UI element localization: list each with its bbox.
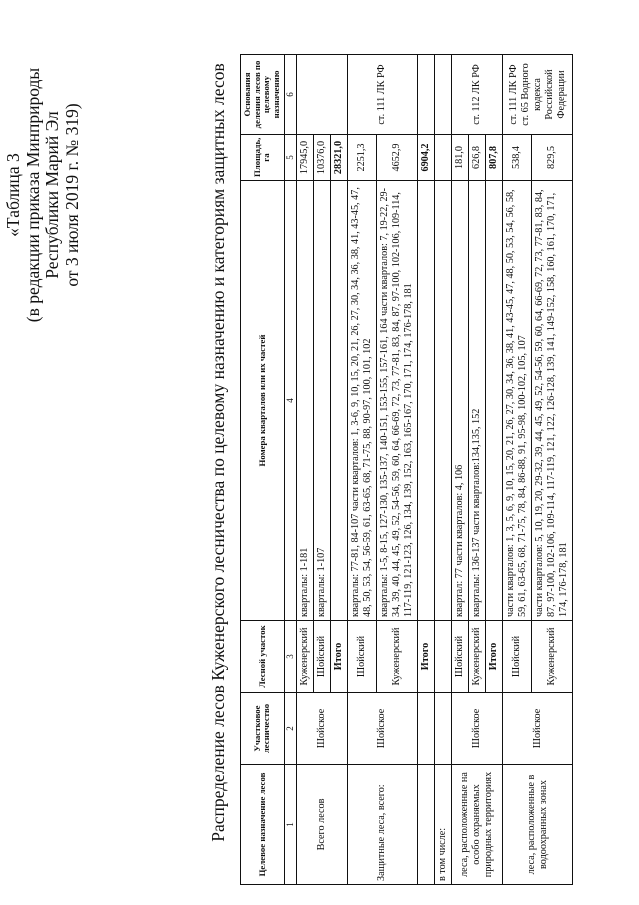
empty-cell [434,621,451,693]
table-row [452,55,469,885]
empty-cell [417,181,434,621]
col-number: 5 [284,135,296,181]
page-title: Распределение лесов Куженерского лесничества по целевому назначению и категориям защитных лесов [208,63,228,842]
quarters-cell: квартал: 77 части кварталов: 4, 106 [452,181,469,621]
purpose-cell: Защитные леса, всего: [347,765,417,885]
site-cell: Куженерский [376,621,417,693]
table-header-row [241,55,285,885]
table-row [503,55,532,885]
basis-cell [296,55,347,135]
col-number: 6 [284,55,296,135]
empty-cell [434,693,451,765]
header-line-3: Республики Марий Эл [42,111,63,279]
quarters-cell: кварталы: 77-81, 84-107 части кварталов: 1, 3-6, 9, 10, 15, 20, 21, 26, 27, 30, 34, 36, 38, 41, 43-45, 47, 48, 50, 53, 54, 56-59, 61, 63-65, 68, 71-75, 88, 90-97, 100, 101, 102 [347,181,376,621]
empty-cell [486,181,503,621]
table-row [296,55,313,885]
area-cell: 2251,3 [347,135,376,181]
empty-cell [417,765,434,885]
basis-cell: ст. 111 ЛК РФ ст. 65 Водного кодекса Российской Федерации [503,55,573,135]
col-header: Номера кварталов или их частей [241,181,285,621]
site-cell: Шойский [347,621,376,693]
district-cell: Шойское [452,693,503,765]
col-number: 2 [284,693,296,765]
table-row-total [417,55,434,885]
area-cell: 538,4 [503,135,532,181]
district-cell: Шойское [347,693,417,765]
col-number: 3 [284,621,296,693]
district-cell: Шойское [296,693,347,765]
header-line-1: «Таблица 3 [3,153,23,237]
site-cell: Шойский [503,621,532,693]
quarters-cell: части кварталов: 1, 3, 5, 6, 9, 10, 15, 20, 21, 26, 27, 30, 34, 36, 38, 41, 43-45, 47, 48, 50, 53, 54, 56, 58, 59, 61, 63-65, 68, 71-75, 78, 84, 86-88, 91, 95-98, 100-102, 105, 107 [503,181,532,621]
total-label: Итого [330,621,347,693]
site-cell: Шойский [452,621,469,693]
col-header: Целевое назначение лесов [241,765,285,885]
column-number-row [284,55,296,885]
quarters-cell: кварталы: 1-181 [296,181,313,621]
quarters-cell: части кварталов: 5, 10, 19, 20, 29-32, 39, 44, 45, 49, 52, 54-56, 59, 60, 64, 66-69, 72, 73, 77-81, 83, 84, 87, 97-100, 102-106, 109-114, 117-119, 121, 122, 126-128, 139, 141, 149-152, 158, 160, 161, 170, 171, 174, 176-178, 181 [532,181,573,621]
site-cell: Куженерский [532,621,573,693]
area-cell: 626,8 [469,135,486,181]
basis-cell: ст. 112 ЛК РФ [452,55,503,135]
empty-cell [434,135,451,181]
total-area: 6904,2 [417,135,434,181]
basis-cell: ст. 111 ЛК РФ [347,55,417,135]
purpose-cell: леса, расположенные в водоохранных зонах [503,765,573,885]
forest-distribution-table [240,54,573,885]
empty-cell [417,55,434,135]
quarters-cell: кварталы: 1-5, 8-15, 127-130, 135-137, 140-151, 153-155, 157-161, 164 части кварталов: 7, 19-22, 29-34, 39, 40, 44, 45, 49, 52, 54-56, 59, 60, 64, 66-69, 72, 73, 77-81, 83, 84, 87, 97-100, 102-106, 109-114, 117-119, 121-123, 126, 134, 139, 152, 163, 165-167, 170, 171, 174, 176-178, 181 [376,181,417,621]
site-cell: Куженерский [296,621,313,693]
total-label: Итого [417,621,434,693]
purpose-cell: леса, расположенные на особо охраняемых природных территориях [452,765,503,885]
quarters-cell: кварталы: 1-107 [313,181,330,621]
col-number: 1 [284,765,296,885]
empty-cell [434,181,451,621]
area-cell: 829,5 [532,135,573,181]
site-cell: Шойский [313,621,330,693]
empty-cell [434,55,451,135]
quarters-cell: кварталы: 136-137 части кварталов:134,135, 152 [469,181,486,621]
table-header-note [4,5,82,385]
incl-label: в том числе: [434,765,451,885]
quarters-cell [330,181,347,621]
empty-cell [417,693,434,765]
table-row [434,55,451,885]
total-area: 807,8 [486,135,503,181]
purpose-cell: Всего лесов [296,765,347,885]
area-cell: 4652,9 [376,135,417,181]
area-cell: 181,0 [452,135,469,181]
table-row [347,55,376,885]
area-cell: 17945,0 [296,135,313,181]
col-header: Участковое лесничество [241,693,285,765]
col-header: Основания деления лесов по целевому назначению [241,55,285,135]
header-line-4: от 3 июля 2019 г. № 319) [61,103,82,287]
total-label: Итого [486,621,503,693]
col-header: Площадь, га [241,135,285,181]
header-line-2: (в редакции приказа Минприроды [22,67,43,323]
total-area: 28321,0 [330,135,347,181]
district-cell: Шойское [503,693,573,765]
site-cell: Куженерский [469,621,486,693]
col-number: 4 [284,181,296,621]
col-header: Лесной участок [241,621,285,693]
area-cell: 10376,0 [313,135,330,181]
